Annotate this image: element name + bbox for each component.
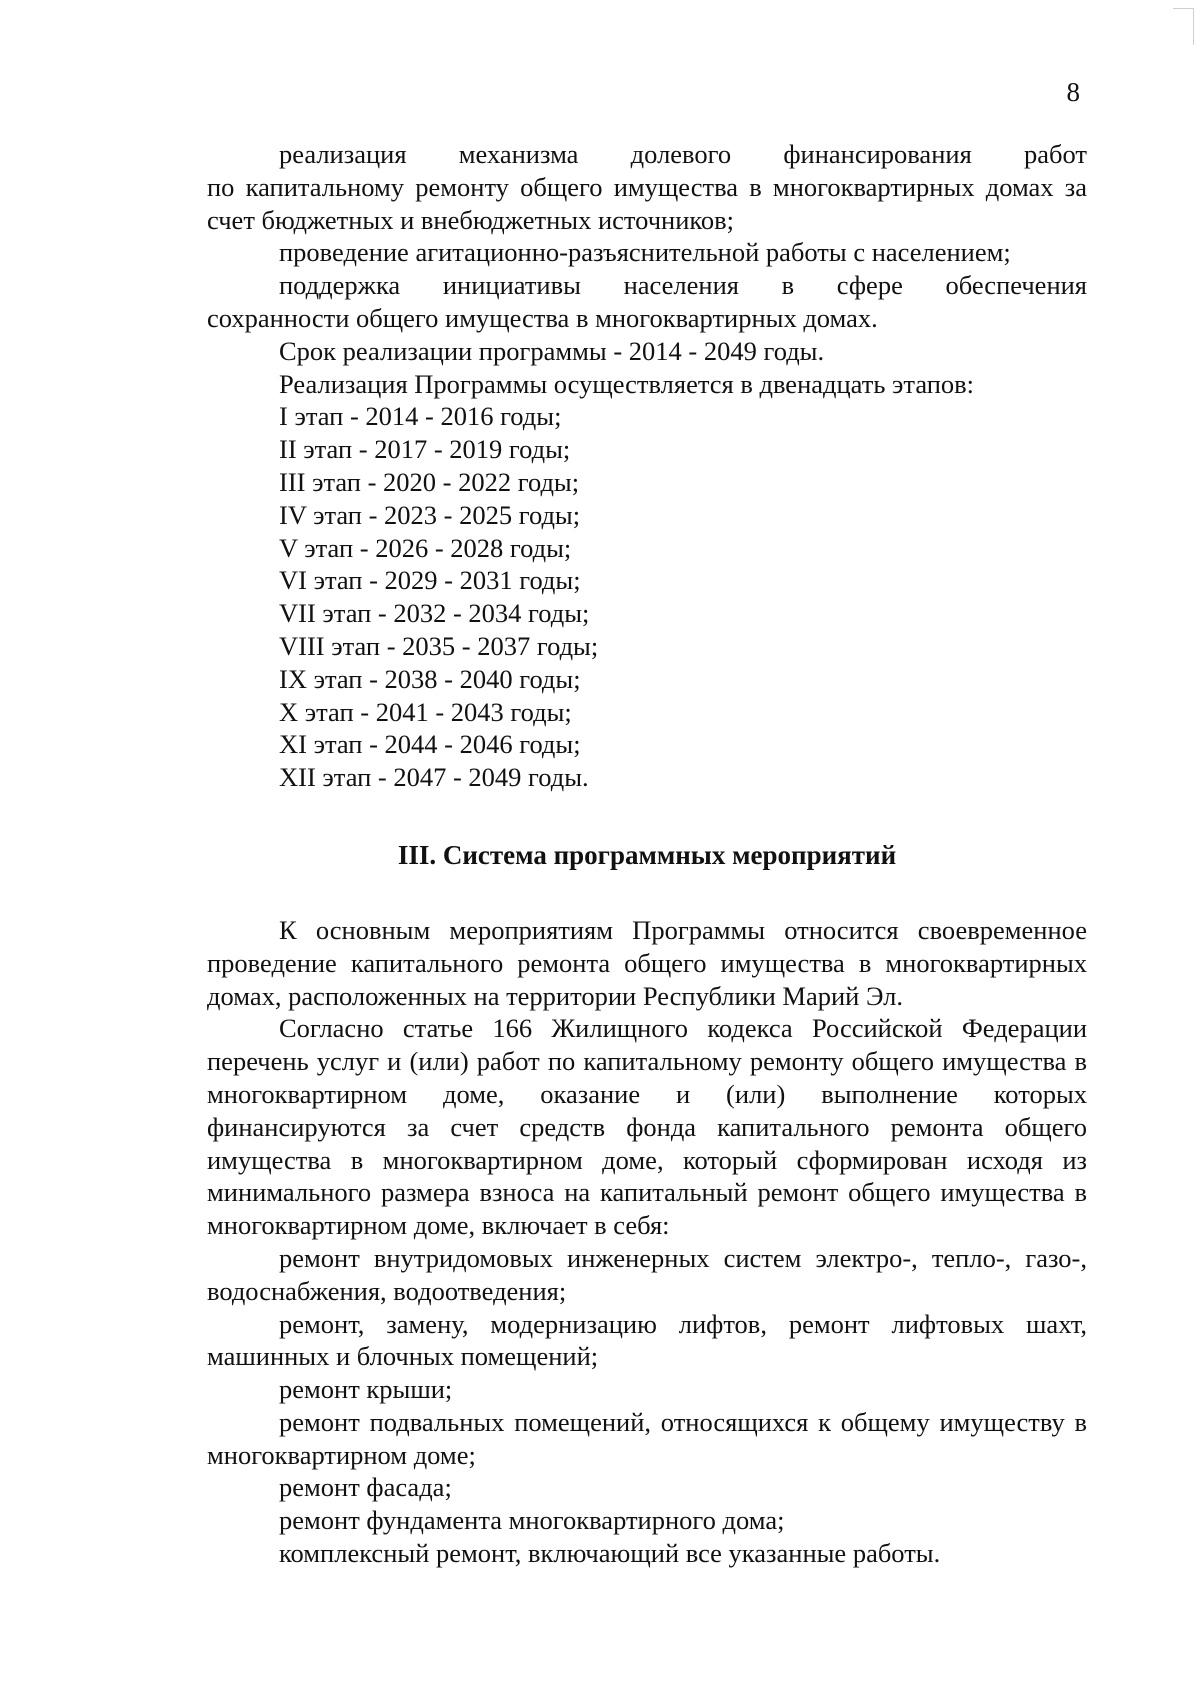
works-item: ремонт подвальных помещений, относящихся к общему имуществу в многоквартирном доме; bbox=[207, 1406, 1087, 1470]
stage-item: II этап - 2017 - 2019 годы; bbox=[279, 434, 571, 465]
paragraph-article-166: Согласно статье 166 Жилищного кодекса Российской Федерации перечень услуг и (или) работ по капитальному ремонту общего имущества в многоквартирном доме, оказание и (или) выполнение которых финансируются за счет средств фонда капитального ремонта общего имущества в многоквартирном доме, который сформирован исходя из минимального размера взноса на капитальный ремонт общего имущества в многоквартирном доме, включает в себя: bbox=[207, 1013, 1087, 1241]
stage-item: XI этап - 2044 - 2046 годы; bbox=[279, 729, 581, 760]
stage-item: XII этап - 2047 - 2049 годы. bbox=[279, 762, 589, 793]
section-title: III. Система программных мероприятий bbox=[397, 839, 897, 870]
stage-item: VIII этап - 2035 - 2037 годы; bbox=[279, 630, 599, 661]
works-item: ремонт крыши; bbox=[279, 1374, 453, 1405]
stage-item: IV этап - 2023 - 2025 годы; bbox=[279, 499, 581, 530]
stage-item: III этап - 2020 - 2022 годы; bbox=[279, 466, 580, 497]
stage-item: X этап - 2041 - 2043 годы; bbox=[279, 696, 572, 727]
paragraph-financing-rest: по капитальному ремонту общего имущества в многоквартирных домах за счет бюджетных и внебюджетных источников; bbox=[207, 171, 1087, 235]
works-list bbox=[207, 1242, 1087, 1570]
stages-list bbox=[207, 400, 1087, 794]
paragraph-initiative-first-line: поддержка инициативы населения в сфере обеспечения bbox=[279, 270, 1087, 301]
works-item: ремонт, замену, модернизацию лифтов, ремонт лифтовых шахт, машинных и блочных помещений; bbox=[207, 1308, 1087, 1372]
works-item: ремонт фундамента многоквартирного дома; bbox=[279, 1505, 785, 1536]
scan-corner-mark bbox=[1173, 8, 1194, 45]
stage-item: VII этап - 2032 - 2034 годы; bbox=[279, 598, 590, 629]
document-body bbox=[207, 138, 1087, 1570]
stage-item: IX этап - 2038 - 2040 годы; bbox=[279, 663, 581, 694]
page-number: 8 bbox=[1066, 77, 1080, 107]
paragraph-agitation: проведение агитационно-разъяснительной работы с населением; bbox=[279, 237, 1011, 268]
paragraph-financing-first-line: реализация механизма долевого финансирования работ bbox=[279, 139, 1087, 169]
paragraph-initiative-rest: сохранности общего имущества в многоквартирных домах. bbox=[207, 302, 878, 333]
paragraph-main-measures: К основным мероприятиям Программы относится своевременное проведение капитального ремонта общего имущества в многоквартирных домах, расположенных на территории Республики Марий Эл. bbox=[207, 914, 1087, 1011]
paragraph-program-term: Срок реализации программы - 2014 - 2049 годы. bbox=[279, 335, 825, 366]
paragraph-stages-intro: Реализация Программы осуществляется в двенадцать этапов: bbox=[279, 368, 975, 399]
stage-item: VI этап - 2029 - 2031 годы; bbox=[279, 565, 581, 596]
stage-item: V этап - 2026 - 2028 годы; bbox=[279, 532, 572, 563]
works-item: комплексный ремонт, включающий все указанные работы. bbox=[279, 1538, 941, 1569]
works-item: ремонт фасада; bbox=[279, 1472, 452, 1503]
stage-item: I этап - 2014 - 2016 годы; bbox=[279, 401, 562, 432]
works-item: ремонт внутридомовых инженерных систем электро-, тепло-, газо-, водоснабжения, водоотведения; bbox=[207, 1242, 1087, 1306]
